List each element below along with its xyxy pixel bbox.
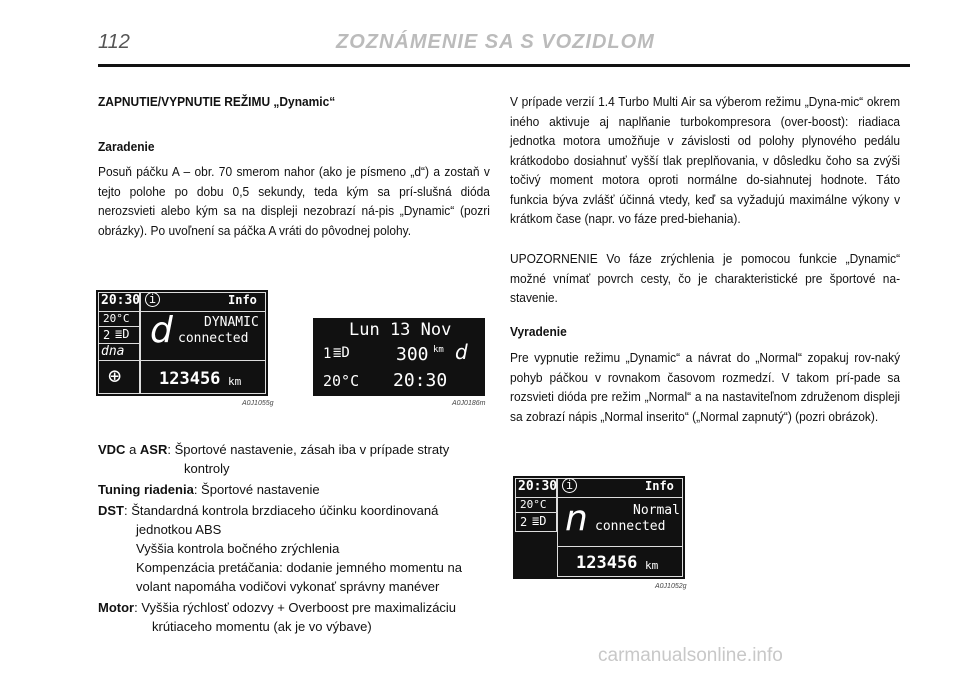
paragraph-zaradenie: Posuň páčku A – obr. 70 smerom nahor (ako je písmeno „d“) a zostaň v tejto polohe po dobu 0,5 sekundy, teda kým sa prí-slušná dióda nerozsvieti alebo kým sa na displeji nezobrazí ná-pis „Dynamic“ (pozri obrázky). Po uvoľnení sa páčka A vráti do pôvodnej polohy. <box>98 164 490 238</box>
display-dna: dna <box>101 344 125 359</box>
figure-code: A0J1052g <box>655 583 687 590</box>
section-heading: ZAPNUTIE/VYPNUTIE REŽIMU „Dynamic“ <box>98 94 336 109</box>
headlight-icon: ≣D <box>115 327 130 341</box>
display-temp: 20°C <box>323 372 360 390</box>
list-item-motor: Motor: Vyššia rýchlosť odozvy + Overboost pre maximalizáciu krútiaceho momentu (ak je vo výbave) <box>98 600 457 634</box>
display-gear: 2 <box>520 515 528 529</box>
display-unit: km <box>228 375 242 388</box>
display-date-text: Lun 13 Nov <box>349 320 452 340</box>
display-temp: 20°C <box>103 312 130 325</box>
display-dynamic <box>96 290 268 396</box>
display-line2: connected <box>178 331 249 346</box>
display-temp: 20°C <box>520 498 547 511</box>
paragraph-vyradenie: Pre vypnutie režimu „Dynamic“ a návrat do „Normal“ zopakuj rov-naký pohyb páčkou v rovnakom časovom rozmedzí. V takom prí-pade sa rozsvieti dióda pre režim „Normal“ a na nastaviteľnom združenom displeji sa zobrazí nápis „Normal inserito“ („Normal zapnutý“) (pozri obrázok). <box>510 350 901 424</box>
display-mode-letter: n <box>565 498 588 539</box>
list-item-dst: DST: Štandardná kontrola brzdiaceho účinku koordinovaná jednotkou ABS Vyššia kontrola bočného zrýchlenia Kompenzácia pretáčania: dodanie jemného momentu na volant napomáha vodičovi vykonať správny manéver <box>98 503 462 594</box>
watermark: carmanualsonline.info <box>598 645 783 666</box>
display-trip: 300 <box>396 344 429 365</box>
display-normal <box>513 476 685 579</box>
display-odometer: 123456 <box>159 369 221 389</box>
display-line1: DYNAMIC <box>204 315 259 330</box>
page-title: ZOZNÁMENIE SA S VOZIDLOM <box>336 31 655 53</box>
display-gear: 2 <box>103 328 111 342</box>
page-number: 112 <box>98 31 130 53</box>
display-time: 20:30 <box>518 479 558 494</box>
display-info: Info <box>645 479 674 493</box>
display-date <box>313 318 485 396</box>
display-unit: km <box>645 559 659 572</box>
info-icon: i <box>562 478 577 493</box>
info-icon: i <box>145 292 160 307</box>
headlight-icon: ≣D <box>532 514 547 528</box>
header-rule <box>98 64 910 67</box>
display-line2: connected <box>595 519 666 534</box>
display-line1: Normal <box>633 503 680 518</box>
display-time: 20:30 <box>393 370 448 391</box>
subheading-vyradenie: Vyradenie <box>510 324 567 339</box>
paragraph-warning: UPOZORNENIE Vo fáze zrýchlenia je pomocou funkcie „Dynamic“ možné vnímať povrch cesty, čo je charakteristické pre športové na-stavenie. <box>510 251 901 305</box>
display-odometer: 123456 <box>576 553 638 573</box>
headlight-icon: ≣D <box>333 345 350 361</box>
display-gear: 1 <box>323 346 332 362</box>
display-info: Info <box>228 293 257 307</box>
figure-code: A0J0186m <box>452 400 486 407</box>
subheading-zaradenie: Zaradenie <box>98 139 155 154</box>
display-mode-letter: d <box>150 310 173 351</box>
settings-list <box>98 440 490 638</box>
list-item-tuning: Tuning riadenia: Športové nastavenie <box>98 482 320 497</box>
display-mode-letter: d <box>455 340 468 364</box>
display-unit: km <box>433 345 444 355</box>
paragraph-turbo: V prípade verzií 1.4 Turbo Multi Air sa výberom režimu „Dyna-mic“ okrem iného aktivuje aj naplňanie turbokompresora (over-boost): riadiaca jednotka motora umožňuje v závislosti od polohy plynového pedálu krátkodobo dosiahnuť vyšší tlak preplňovania, v dôsledku čoho sa zvýši točivý moment motora oproti normálne do-siahnutej hodnote. Táto funkcia býva zvlášť účinná vtedy, keď sa vyžadujú maximálne výkony v krátkom čase (napr. vo fáze pred-biehania). <box>510 94 901 226</box>
list-item-vdc: VDC a ASR: Športové nastavenie, zásah iba v prípade straty kontroly <box>98 442 450 476</box>
globe-icon: ⊕ <box>108 364 122 389</box>
figure-code: A0J1055g <box>242 400 274 407</box>
display-time: 20:30 <box>101 293 141 308</box>
